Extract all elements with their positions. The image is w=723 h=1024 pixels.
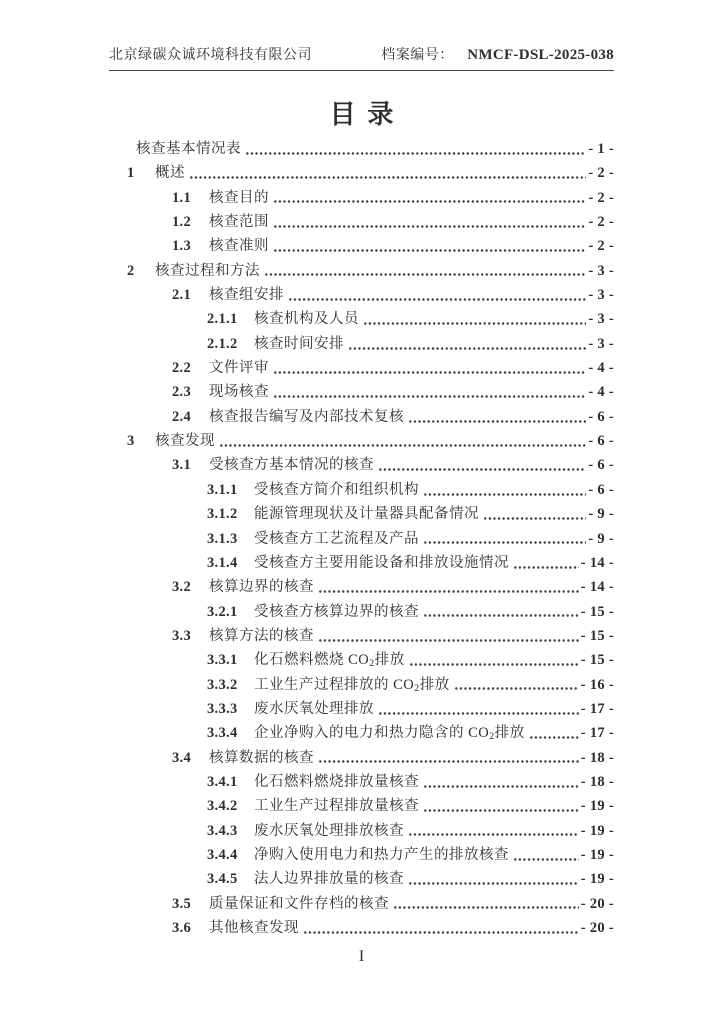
dot-leader: [318, 624, 579, 648]
toc-entry-page: - 2 -: [588, 165, 614, 182]
toc-entry[interactable]: [109, 819, 614, 843]
dot-leader: [318, 746, 579, 770]
toc-entry-number: 1: [127, 165, 135, 182]
toc-entry[interactable]: [109, 770, 614, 794]
toc-entry[interactable]: [109, 721, 614, 745]
toc-entry[interactable]: [109, 283, 614, 307]
toc-entry-title: 受核查方简介和组织机构: [254, 481, 419, 498]
dot-leader: [423, 794, 579, 818]
toc-entry-title: 工业生产过程排放量核查: [254, 798, 419, 815]
toc-entry-number: 2.2: [172, 360, 192, 377]
dot-leader: [348, 332, 586, 356]
toc-entry-title: 核查发现: [155, 433, 215, 450]
toc-entry-page: - 16 -: [580, 676, 614, 693]
toc-entry-page: - 15 -: [580, 603, 614, 620]
toc-list: [109, 137, 614, 940]
toc-entry-page: - 17 -: [580, 725, 614, 742]
dot-leader: [423, 478, 586, 502]
toc-entry-page: - 14 -: [580, 579, 614, 596]
toc-entry[interactable]: [109, 137, 614, 161]
toc-entry[interactable]: [109, 916, 614, 940]
toc-entry-number: 3.3: [172, 627, 192, 644]
page-header: [109, 44, 614, 71]
toc-entry-title: 废水厌氧处理排放: [254, 700, 374, 717]
toc-entry-number: 3.3.4: [207, 725, 238, 742]
toc-entry-number: 3.2.1: [207, 603, 238, 620]
toc-entry[interactable]: [109, 794, 614, 818]
toc-entry-number: 3.1.4: [207, 554, 238, 571]
toc-entry-page: - 6 -: [588, 433, 614, 450]
toc-entry-number: 3.4.1: [207, 773, 238, 790]
dot-leader: [273, 234, 586, 258]
toc-entry-page: - 3 -: [588, 287, 614, 304]
dot-leader: [529, 721, 579, 745]
dot-leader: [423, 600, 579, 624]
toc-entry[interactable]: [109, 405, 614, 429]
toc-entry-number: 2.1.2: [207, 335, 238, 352]
toc-entry-page: - 3 -: [588, 311, 614, 328]
toc-entry[interactable]: [109, 575, 614, 599]
toc-entry-number: 2.4: [172, 408, 192, 425]
toc-entry-page: - 3 -: [588, 335, 614, 352]
toc-entry-title: 受核查方工艺流程及产品: [254, 530, 419, 547]
toc-entry-title: 受核查方主要用能设备和排放设施情况: [254, 554, 509, 571]
toc-entry-number: 3.4.2: [207, 798, 238, 815]
toc-entry-number: 3.5: [172, 895, 192, 912]
toc-entry-title: 能源管理现状及计量器具配备情况: [254, 506, 479, 523]
toc-entry[interactable]: [109, 478, 614, 502]
toc-entry[interactable]: [109, 867, 614, 891]
toc-entry[interactable]: [109, 624, 614, 648]
toc-entry-page: - 2 -: [588, 238, 614, 255]
toc-entry-title: 法人边界排放量的核查: [254, 871, 404, 888]
toc-entry-page: - 19 -: [580, 822, 614, 839]
toc-entry-number: 2.1: [172, 287, 192, 304]
toc-entry-title: 核查准则: [209, 238, 269, 255]
toc-entry-page: - 20 -: [580, 895, 614, 912]
toc-entry-page: - 1 -: [588, 141, 614, 157]
toc-entry-page: - 15 -: [580, 627, 614, 644]
toc-entry-title: 化石燃料燃烧 $CO_2$排放: [254, 652, 405, 669]
toc-entry-title: 核查过程和方法: [155, 262, 260, 279]
toc-entry[interactable]: [109, 746, 614, 770]
toc-entry-title: 核查目的: [209, 189, 269, 206]
toc-entry-title: 工业生产过程排放的 $CO_2$排放: [254, 676, 450, 694]
toc-entry[interactable]: [109, 892, 614, 916]
toc-entry-title: 文件评审: [209, 360, 269, 377]
toc-entry[interactable]: [109, 429, 614, 453]
toc-entry-page: - 19 -: [580, 871, 614, 888]
toc-entry-title: 受核查方核算边界的核查: [254, 603, 419, 620]
toc-entry-number: 3.3.3: [207, 700, 238, 717]
toc-entry-number: 3.1.2: [207, 506, 238, 523]
dot-leader: [245, 137, 586, 161]
toc-entry-number: 3.4: [172, 749, 192, 766]
toc-entry[interactable]: [109, 843, 614, 867]
dot-leader: [393, 892, 579, 916]
dot-leader: [273, 356, 586, 380]
toc-entry-title: 核查时间安排: [254, 335, 344, 352]
dot-leader: [363, 307, 586, 331]
toc-entry-number: 3.3.1: [207, 652, 238, 669]
toc-entry[interactable]: [109, 453, 614, 477]
toc-entry-number: 3.2: [172, 579, 192, 596]
dot-leader: [513, 843, 579, 867]
toc-entry[interactable]: [109, 380, 614, 404]
toc-entry-title: 其他核查发现: [209, 920, 299, 936]
footer-page-number: I: [358, 948, 365, 965]
toc-entry-page: - 19 -: [580, 798, 614, 815]
toc-entry-title: 核查基本情况表: [136, 141, 241, 157]
toc-entry-title: 受核查方基本情况的核查: [209, 457, 374, 474]
toc-entry-title: 核算数据的核查: [209, 749, 314, 766]
toc-entry-title: 核算方法的核查: [209, 627, 314, 644]
toc-entry[interactable]: [109, 673, 614, 697]
toc-entry-number: 3.4.3: [207, 822, 238, 839]
toc-entry-page: - 4 -: [588, 384, 614, 401]
toc-entry[interactable]: [109, 356, 614, 380]
toc-entry[interactable]: [109, 697, 614, 721]
toc-entry[interactable]: [109, 600, 614, 624]
dot-leader: [423, 770, 579, 794]
dot-leader: [513, 551, 579, 575]
toc-entry-page: - 3 -: [588, 262, 614, 279]
toc-entry-number: 1.3: [172, 238, 192, 255]
toc-page-title: 目录: [329, 100, 406, 129]
toc-entry-number: 1.2: [172, 214, 192, 231]
toc-entry-number: 2.1.1: [207, 311, 238, 328]
toc-entry-number: 3.1.3: [207, 530, 238, 547]
dot-leader: [409, 648, 579, 672]
toc-entry[interactable]: [109, 186, 614, 210]
dot-leader: [273, 210, 586, 234]
toc-entry[interactable]: [109, 234, 614, 258]
toc-entry-page: - 4 -: [588, 360, 614, 377]
dot-leader: [264, 259, 586, 283]
toc-entry-number: 3.1: [172, 457, 192, 474]
toc-entry-page: - 6 -: [588, 481, 614, 498]
toc-entry-title: 净购入使用电力和热力产生的排放核查: [254, 846, 509, 863]
toc-entry[interactable]: [109, 307, 614, 331]
toc-entry-page: - 15 -: [580, 652, 614, 669]
company-name: 北京绿碳众诚环境科技有限公司: [109, 48, 312, 63]
toc-entry-title: 核算边界的核查: [209, 579, 314, 596]
toc-entry[interactable]: [109, 161, 614, 185]
toc-entry-page: - 9 -: [588, 506, 614, 523]
toc-entry-page: - 14 -: [580, 554, 614, 571]
toc-entry-page: - 2 -: [588, 214, 614, 231]
toc-entry-number: 3.1.1: [207, 481, 238, 498]
toc-entry[interactable]: [109, 332, 614, 356]
toc-entry-page: - 18 -: [580, 773, 614, 790]
toc-entry[interactable]: [109, 551, 614, 575]
toc-entry-number: 3.6: [172, 920, 192, 936]
toc-entry[interactable]: [109, 527, 614, 551]
dot-leader: [189, 161, 586, 185]
page-footer: [0, 948, 723, 966]
toc-entry-title: 核查报告编写及内部技术复核: [209, 408, 404, 425]
toc-entry-page: - 9 -: [588, 530, 614, 547]
toc-entry-number: 3: [127, 433, 135, 450]
archive-number-group: [381, 44, 614, 64]
toc-entry-title: 现场核查: [209, 384, 269, 401]
dot-leader: [318, 575, 579, 599]
dot-leader: [288, 283, 586, 307]
dot-leader: [408, 819, 579, 843]
toc-entry-page: - 18 -: [580, 749, 614, 766]
dot-leader: [408, 405, 586, 429]
toc-entry-title: 核查范围: [209, 214, 269, 231]
archive-number-label: 档案编号：: [381, 48, 454, 63]
toc-entry-title: 废水厌氧处理排放核查: [254, 822, 404, 839]
dot-leader: [219, 429, 586, 453]
dot-leader: [408, 867, 579, 891]
toc-entry-title: 核查机构及人员: [254, 311, 359, 328]
toc-entry-title: 质量保证和文件存档的核查: [209, 895, 389, 912]
toc-entry-number: 1.1: [172, 189, 192, 206]
toc-entry[interactable]: [109, 502, 614, 526]
toc-entry-page: - 17 -: [580, 700, 614, 717]
toc-entry-page: - 6 -: [588, 457, 614, 474]
dot-leader: [483, 502, 586, 526]
toc-entry-title: 核查组安排: [209, 287, 284, 304]
toc-entry-number: 3.3.2: [207, 676, 238, 693]
toc-entry[interactable]: [109, 210, 614, 234]
dot-leader: [273, 186, 586, 210]
toc-entry[interactable]: [109, 648, 614, 672]
toc-entry-number: 3.4.4: [207, 846, 238, 863]
archive-number-value: NMCF-DSL-2025-038: [467, 47, 614, 63]
dot-leader: [378, 453, 586, 477]
toc-entry-page: - 2 -: [588, 189, 614, 206]
toc-entry-page: - 19 -: [580, 846, 614, 863]
toc-entry-page: - 6 -: [588, 408, 614, 425]
toc-entry-number: 2.3: [172, 384, 192, 401]
toc-entry-page: - 20 -: [580, 920, 614, 936]
dot-leader: [378, 697, 579, 721]
toc-entry-number: 2: [127, 262, 135, 279]
toc-entry-number: 3.4.5: [207, 871, 238, 888]
dot-leader: [303, 916, 579, 940]
dot-leader: [423, 527, 586, 551]
toc-entry-title: 企业净购入的电力和热力隐含的 $CO_2$排放: [254, 725, 525, 743]
toc-entry-title: 化石燃料燃烧排放量核查: [254, 773, 419, 790]
dot-leader: [454, 673, 579, 697]
toc-entry[interactable]: [109, 259, 614, 283]
dot-leader: [273, 380, 586, 404]
toc-entry-title: 概述: [155, 165, 185, 182]
